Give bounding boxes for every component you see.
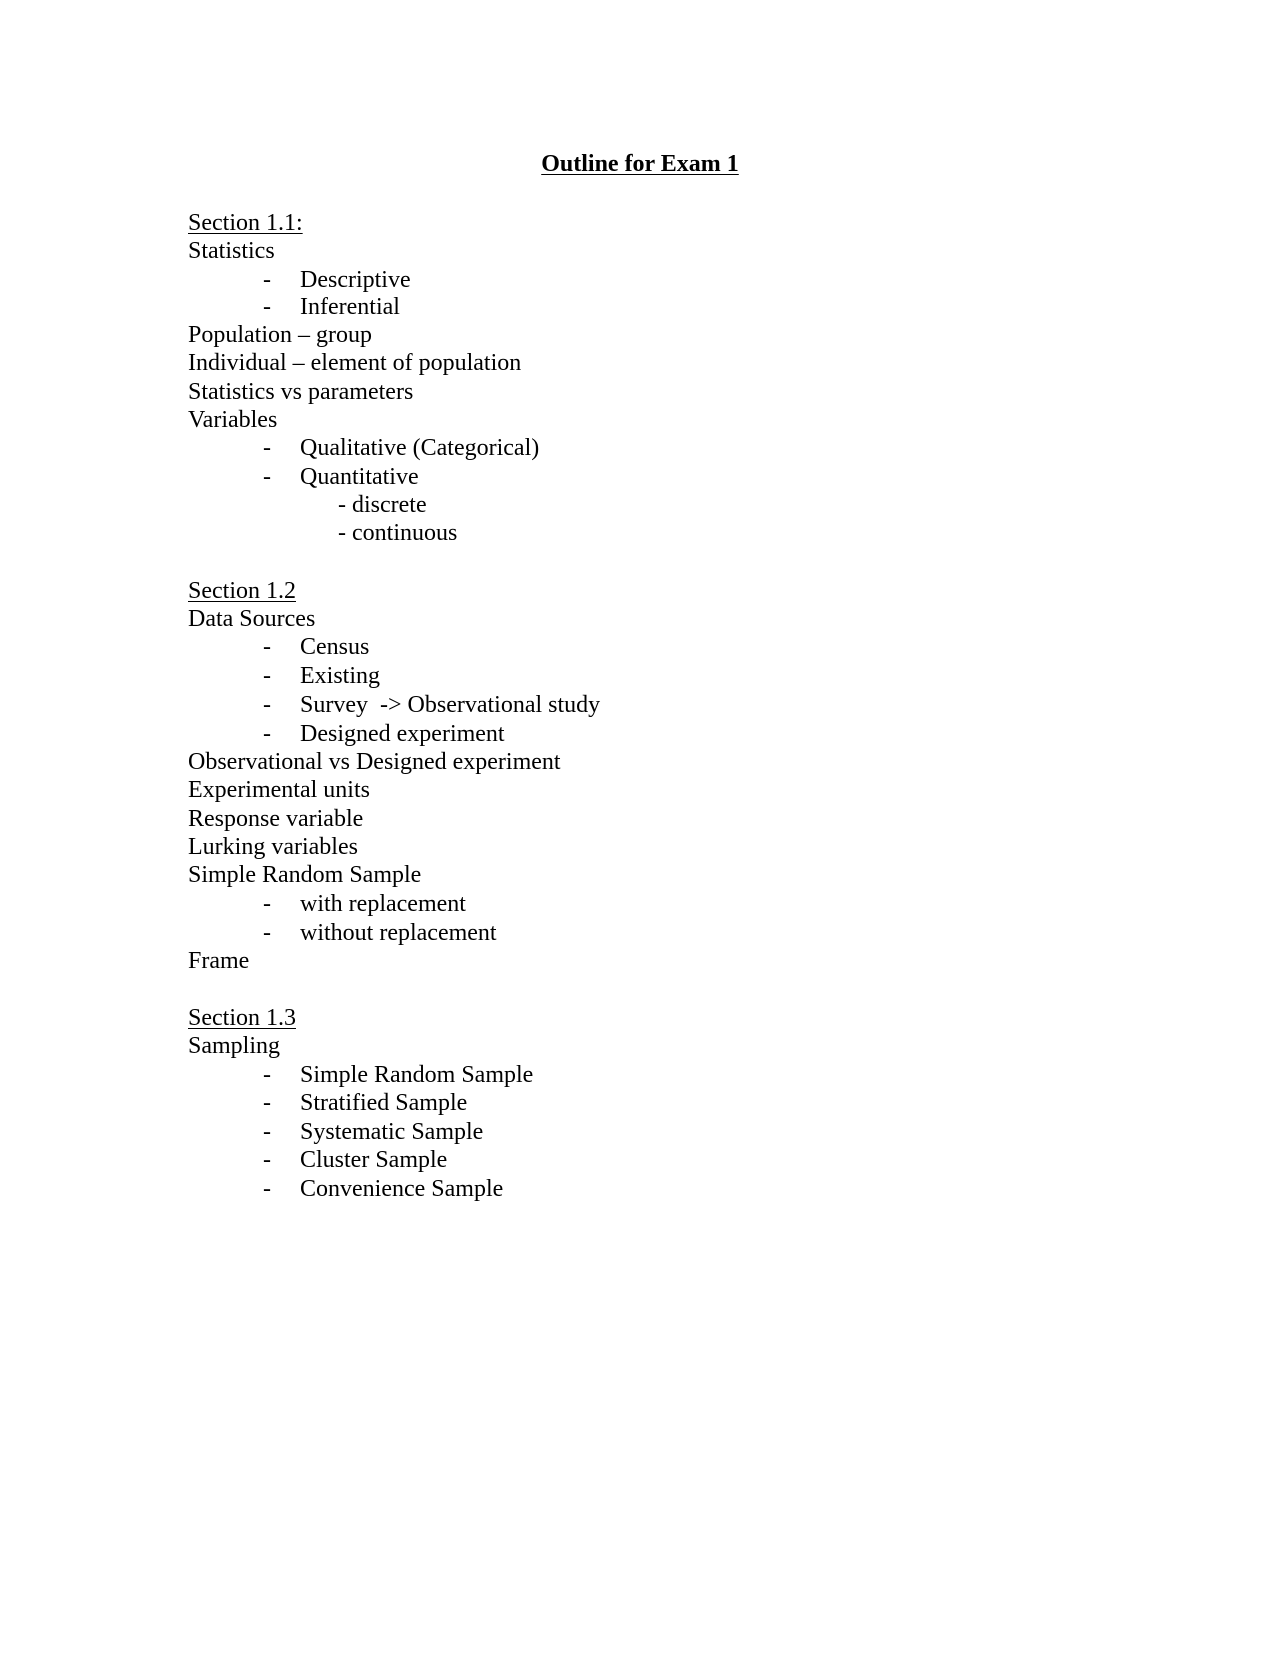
bullet-marker: -	[263, 920, 271, 946]
frame-line: Frame	[188, 948, 250, 974]
list-item: Systematic Sample	[300, 1119, 484, 1145]
list-item: Quantitative	[300, 464, 419, 490]
list-item: Qualitative (Categorical)	[300, 435, 540, 461]
response-variable-line: Response variable	[188, 806, 364, 832]
bullet-marker: -	[263, 721, 271, 747]
bullet-marker: -	[263, 692, 271, 718]
experimental-units-line: Experimental units	[188, 777, 370, 803]
obs-vs-designed-line: Observational vs Designed experiment	[188, 749, 561, 775]
list-item: Existing	[300, 663, 381, 689]
list-item: Inferential	[300, 294, 400, 320]
bullet-marker: -	[263, 267, 271, 293]
bullet-marker: -	[263, 464, 271, 490]
page-title: Outline for Exam 1	[541, 151, 739, 177]
statistics-label: Statistics	[188, 238, 275, 264]
list-item: Cluster Sample	[300, 1147, 448, 1173]
simple-random-sample-label: Simple Random Sample	[188, 862, 422, 888]
bullet-marker: -	[263, 1090, 271, 1116]
bullet-marker: -	[263, 435, 271, 461]
list-item: without replacement	[300, 920, 497, 946]
section-1-2-heading: Section 1.2	[188, 578, 296, 604]
list-item: Convenience Sample	[300, 1176, 504, 1202]
individual-line: Individual – element of population	[188, 350, 522, 376]
sub-list-item: - discrete	[338, 492, 427, 518]
section-1-1-heading: Section 1.1:	[188, 210, 303, 236]
data-sources-label: Data Sources	[188, 606, 316, 632]
stats-vs-params-line: Statistics vs parameters	[188, 379, 414, 405]
bullet-marker: -	[263, 1119, 271, 1145]
bullet-marker: -	[263, 891, 271, 917]
lurking-variables-line: Lurking variables	[188, 834, 358, 860]
list-item: Simple Random Sample	[300, 1062, 534, 1088]
list-item: Census	[300, 634, 370, 660]
list-item: Descriptive	[300, 267, 411, 293]
sub-list-item: - continuous	[338, 520, 458, 546]
bullet-marker: -	[263, 634, 271, 660]
variables-label: Variables	[188, 407, 278, 433]
population-line: Population – group	[188, 322, 372, 348]
bullet-marker: -	[263, 1147, 271, 1173]
list-item: Stratified Sample	[300, 1090, 468, 1116]
list-item: Survey -> Observational study	[300, 692, 601, 718]
bullet-marker: -	[263, 663, 271, 689]
list-item: Designed experiment	[300, 721, 505, 747]
bullet-marker: -	[263, 1062, 271, 1088]
bullet-marker: -	[263, 1176, 271, 1202]
section-1-3-heading: Section 1.3	[188, 1005, 296, 1031]
sampling-label: Sampling	[188, 1033, 281, 1059]
list-item: with replacement	[300, 891, 466, 917]
bullet-marker: -	[263, 294, 271, 320]
